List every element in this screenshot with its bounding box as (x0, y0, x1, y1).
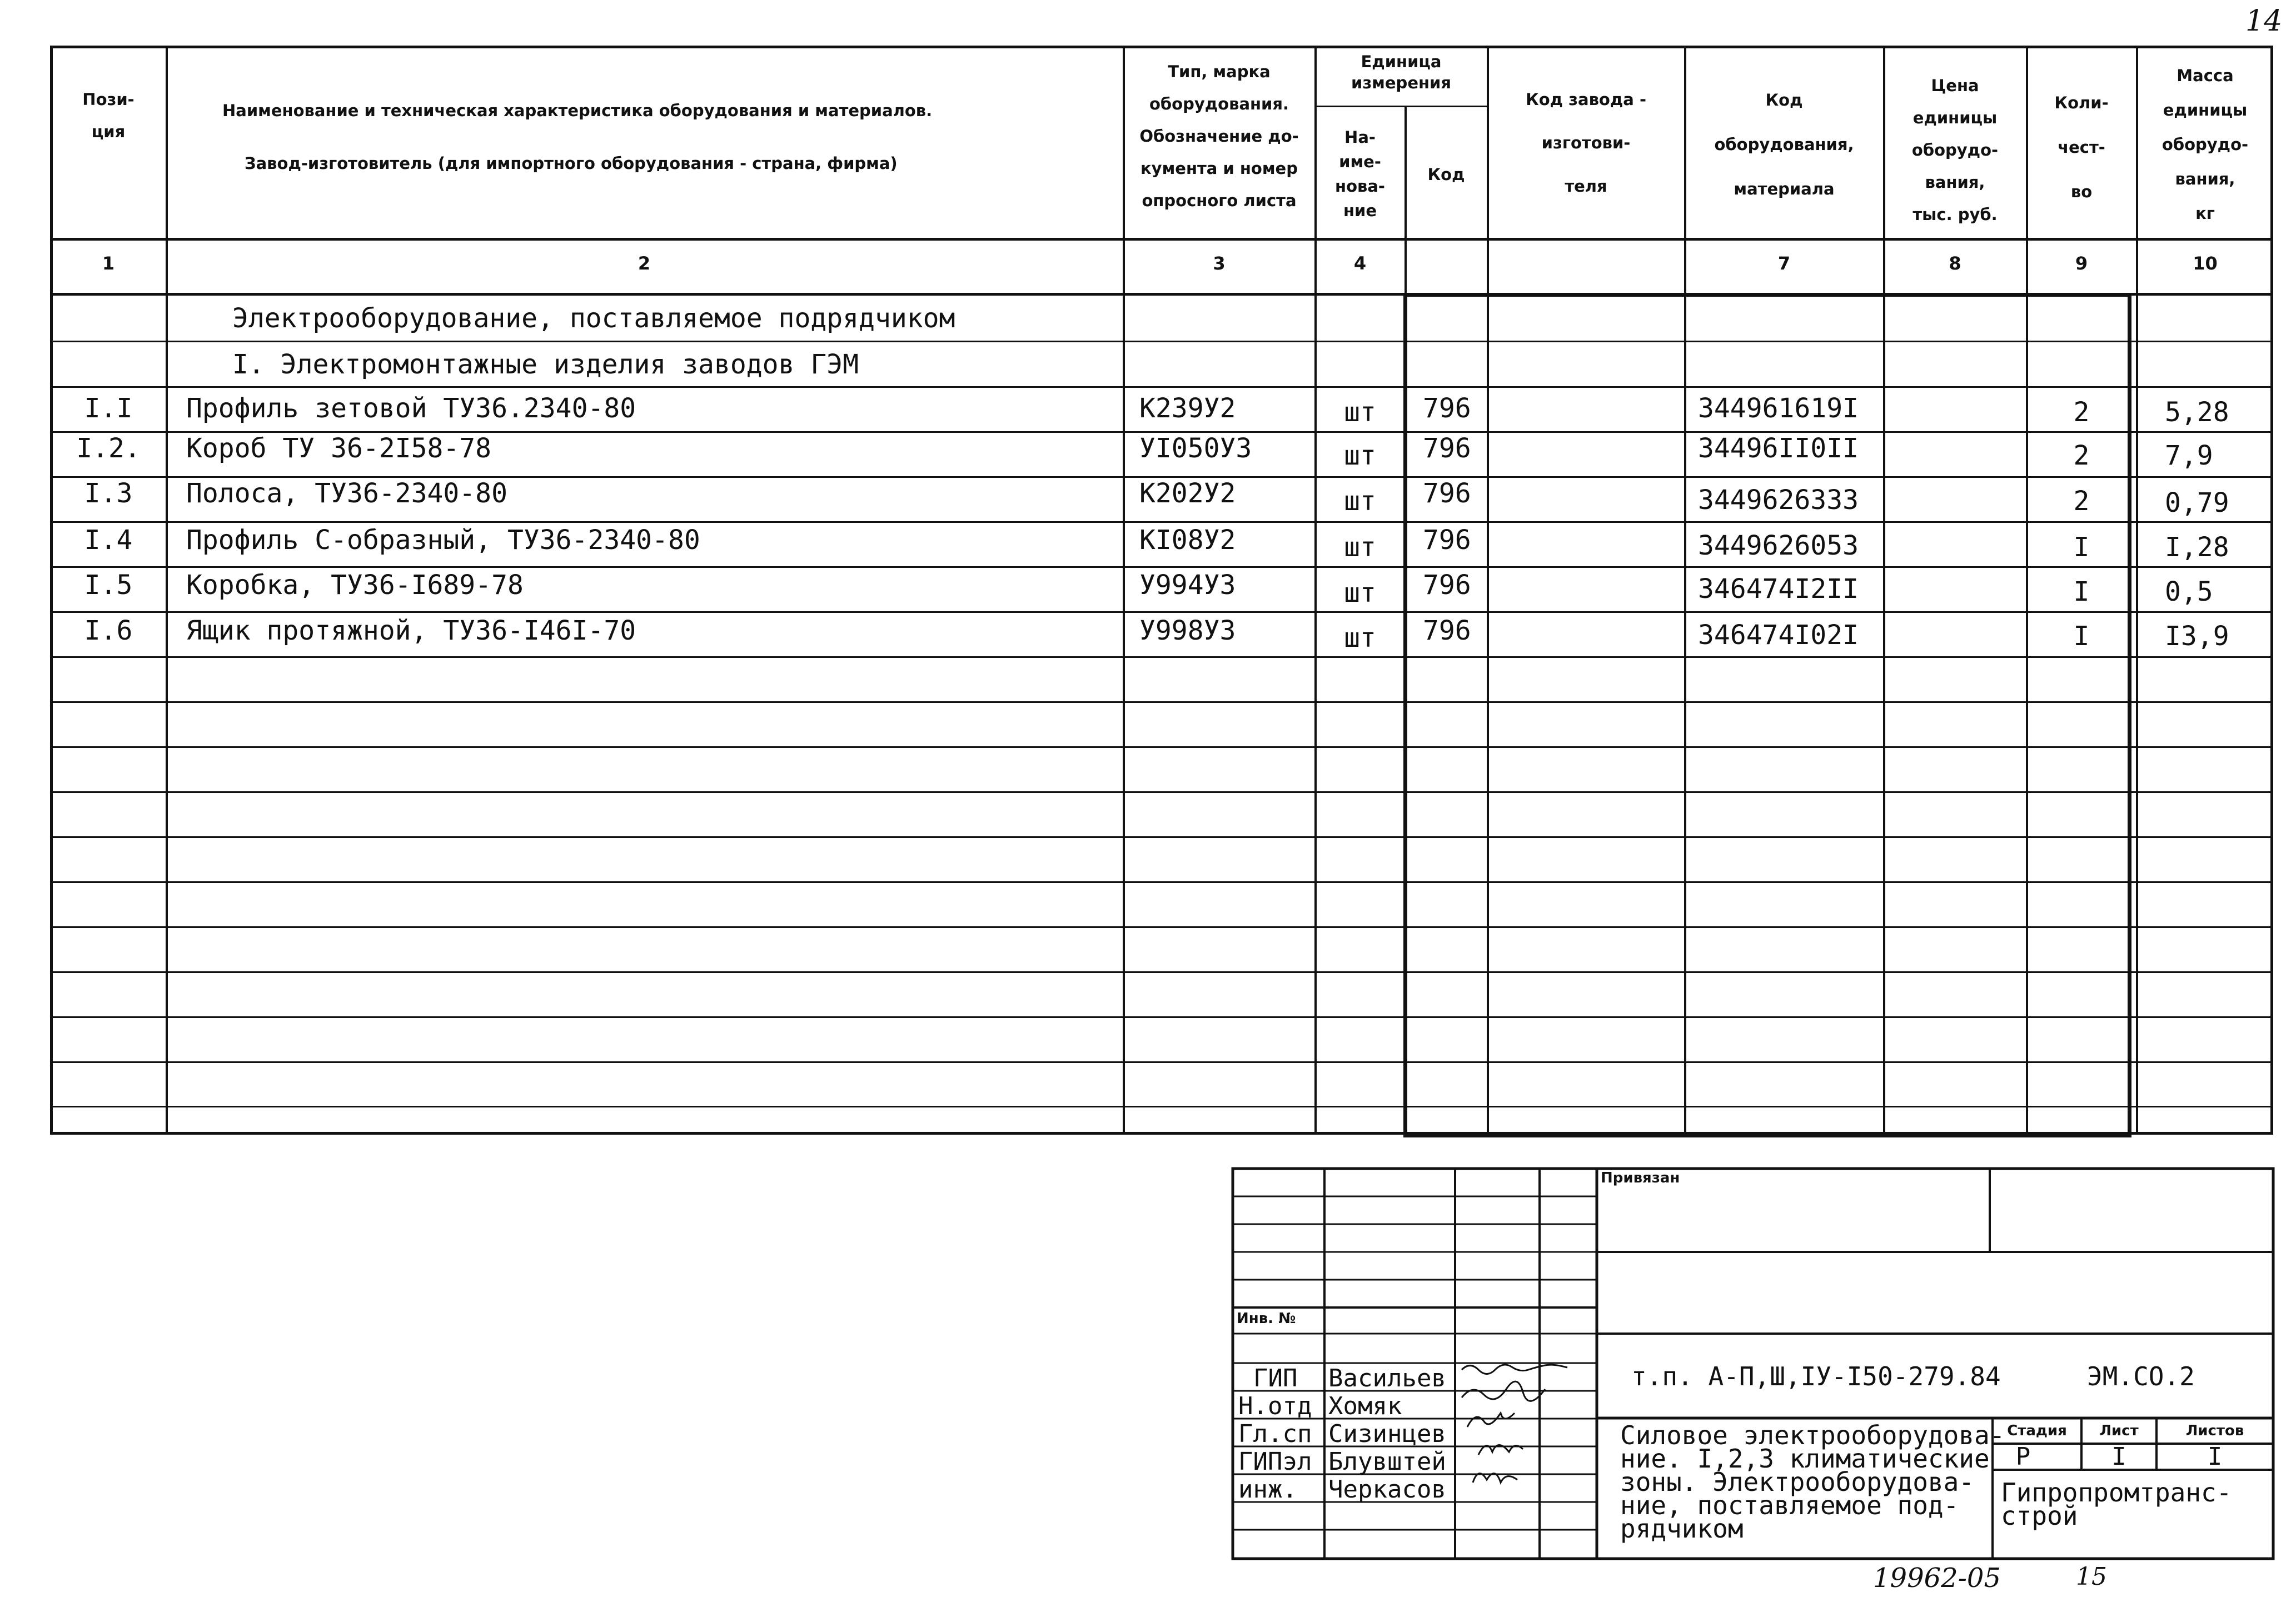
row-quantity: 2 (2073, 440, 2090, 471)
row-position: I.I (84, 393, 133, 424)
header-name-line2: Завод-изготовитель (для импортного оборудования - страна, фирма) (245, 154, 898, 173)
header-type: Тип, марка оборудования. Обозначение до- кумента и номер опросного листа (1139, 62, 1299, 210)
row-quantity: 2 (2073, 486, 2090, 517)
row-mass: 7,9 (2165, 440, 2213, 471)
signature-2-icon (1462, 1381, 1545, 1401)
colnum-9: 9 (2075, 253, 2088, 274)
header-quantity: Коли- чест- во (2054, 93, 2109, 201)
header-price: Цена единицы оборудо- вания, тыс. руб. (1911, 76, 1999, 224)
row-quantity: 2 (2073, 397, 2090, 428)
signature-4-icon (1478, 1445, 1523, 1455)
role-label: ГИП (1253, 1364, 1298, 1393)
role-name: Хомяк (1328, 1392, 1402, 1420)
document-code: т.п. А-П,Ш,IУ-I50-279.84 (1631, 1361, 2001, 1391)
header-position: Пози- ция (82, 90, 135, 141)
row-position: I.2. (76, 433, 141, 464)
colnum-7: 7 (1777, 253, 1791, 274)
row-position: I.4 (84, 525, 133, 556)
row-mass: I3,9 (2165, 621, 2229, 652)
row-quantity: I (2073, 532, 2090, 563)
sheet-value: I (2111, 1443, 2126, 1471)
colnum-4: 4 (1353, 253, 1367, 274)
row-name: Полоса, ТУ36-2340-80 (186, 478, 507, 509)
colnum-2: 2 (637, 253, 651, 274)
privyazan-label: Привязан (1601, 1170, 1680, 1186)
row-mass: I,28 (2165, 532, 2229, 563)
row-type: КI08У2 (1139, 525, 1236, 556)
row-unit: шт (1344, 397, 1376, 428)
role-name: Васильев (1328, 1364, 1446, 1393)
sheet-code: ЭМ.СО.2 (2087, 1361, 2195, 1391)
colnum-8: 8 (1949, 253, 1961, 274)
footer-page: 15 (2076, 1563, 2107, 1591)
drawing-description: Силовое электрооборудова- ние. I,2,3 климатические зоны. Электрооборудова- ние, поставляемое под- рядчиком (1620, 1420, 2005, 1544)
row-code: 346474I2II (1698, 573, 1859, 605)
row-unit: шт (1344, 622, 1376, 653)
row-unit-code: 796 (1423, 570, 1471, 601)
stage-label: Стадия (2007, 1423, 2067, 1439)
sheets-label: Листов (2185, 1423, 2244, 1439)
row-unit-code: 796 (1423, 478, 1471, 509)
row-mass: 5,28 (2165, 397, 2229, 428)
row-name: Профиль С-образный, ТУ36-2340-80 (186, 525, 700, 556)
signature-1-icon (1462, 1365, 1567, 1374)
row-position: I.6 (84, 615, 133, 646)
row-type: УI050У3 (1139, 433, 1252, 464)
header-unit-group: Единица измерения (1351, 52, 1451, 92)
header-name-line1: Наименование и техническая характеристика оборудования и материалов. (222, 101, 933, 120)
header-unit-code: Код (1427, 165, 1465, 184)
row-position: I.3 (84, 478, 133, 509)
row-code: 3449626333 (1698, 485, 1859, 516)
section-title: Электрооборудование, поставляемое подрядчиком (232, 303, 955, 334)
role-label: инж. (1238, 1475, 1297, 1504)
archive-number: 19962-05 (1873, 1563, 2001, 1594)
colnum-1: 1 (102, 253, 115, 274)
signature-3-icon (1467, 1413, 1515, 1427)
row-unit-code: 796 (1423, 393, 1471, 424)
role-name: Сизинцев (1328, 1420, 1446, 1448)
page-number: 14 (2245, 4, 2283, 38)
row-name: Ящик протяжной, ТУ36-I46I-70 (186, 615, 636, 646)
row-code: 344961619I (1698, 393, 1859, 424)
header-mass: Масса единицы оборудо- вания, кг (2161, 66, 2249, 223)
row-code: 3449626053 (1698, 530, 1859, 561)
subsection-title: I. Электромонтажные изделия заводов ГЭМ (232, 349, 859, 380)
row-type: У994У3 (1139, 570, 1236, 601)
role-label: Н.отд (1238, 1392, 1312, 1420)
role-label: Гл.сп (1238, 1420, 1312, 1448)
row-quantity: I (2073, 621, 2090, 652)
row-mass: 0,79 (2165, 487, 2229, 518)
row-unit: шт (1344, 577, 1376, 608)
row-mass: 0,5 (2165, 576, 2213, 607)
row-unit-code: 796 (1423, 433, 1471, 464)
row-code: 346474I02I (1698, 620, 1859, 651)
colnum-10: 10 (2193, 253, 2218, 274)
row-unit-code: 796 (1423, 525, 1471, 556)
row-unit: шт (1344, 532, 1376, 563)
signatures (1456, 1356, 1595, 1506)
row-position: I.5 (84, 570, 133, 601)
row-type: У998У3 (1139, 615, 1236, 646)
row-quantity: I (2073, 576, 2090, 607)
row-unit: шт (1344, 440, 1376, 471)
role-name: Блувштей (1328, 1448, 1446, 1476)
role-label: ГИПэл (1238, 1448, 1312, 1476)
row-type: К239У2 (1139, 393, 1236, 424)
row-name: Короб ТУ 36-2I58-78 (186, 433, 492, 464)
signature-5-icon (1473, 1474, 1517, 1483)
row-name: Коробка, ТУ36-I689-78 (186, 570, 524, 601)
role-name: Черкасов (1328, 1475, 1446, 1504)
row-unit: шт (1344, 486, 1376, 517)
sheets-value: I (2207, 1443, 2223, 1471)
row-type: К202У2 (1139, 478, 1236, 509)
header-plant-code: Код завода - изготови- теля (1526, 90, 1646, 196)
sheet-label: Лист (2099, 1423, 2139, 1439)
organization-name: Гипропромтранс- строй (2001, 1478, 2232, 1531)
stage-value: Р (2015, 1443, 2031, 1471)
row-name: Профиль зетовой ТУ36.2340-80 (186, 393, 636, 424)
header-equipment-code: Код оборудования, материала (1714, 91, 1854, 198)
row-code: 34496II0II (1698, 433, 1859, 464)
header-unit-name: На- име- нова- ние (1335, 128, 1385, 220)
row-unit-code: 796 (1423, 615, 1471, 646)
colnum-3: 3 (1213, 253, 1226, 274)
inventory-number-label: Инв. № (1237, 1310, 1296, 1327)
